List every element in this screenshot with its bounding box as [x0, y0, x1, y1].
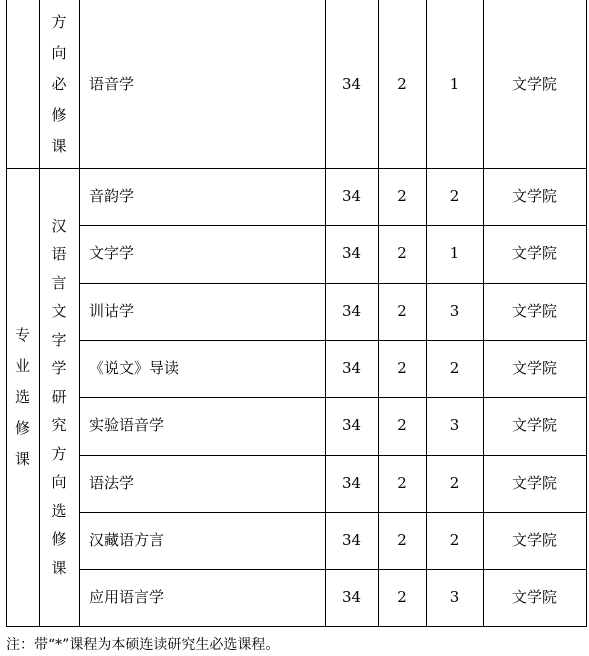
college-value: 文学院 — [511, 244, 557, 263]
credits-value: 2 — [397, 588, 407, 607]
course-name: 应用语言学 — [89, 588, 165, 607]
vertical-char: 语 — [51, 245, 67, 264]
course-name: 音韵学 — [89, 187, 135, 206]
vertical-char: 专 — [14, 325, 30, 344]
course-name: 实验语音学 — [89, 416, 165, 435]
vertical-char: 课 — [14, 449, 30, 468]
vertical-char: 言 — [51, 273, 67, 292]
college-value: 文学院 — [511, 473, 557, 492]
vertical-char: 究 — [51, 416, 67, 435]
course-name: 《说文》导读 — [89, 359, 180, 378]
vertical-char: 向 — [51, 473, 67, 492]
vertical-char: 必 — [51, 74, 67, 93]
course-name: 文字学 — [89, 244, 135, 263]
college-value: 文学院 — [511, 530, 557, 549]
hours-value: 34 — [341, 473, 362, 492]
credits-value: 2 — [397, 473, 407, 492]
vertical-char: 选 — [14, 387, 30, 406]
vertical-char: 课 — [51, 136, 67, 155]
footnote: 注：带“*”课程为本硕连读研究生必选课程。 — [6, 637, 280, 653]
hours-value: 34 — [341, 530, 362, 549]
vertical-char: 向 — [51, 43, 67, 62]
semester-value: 3 — [449, 416, 460, 435]
vertical-char: 文 — [51, 302, 67, 321]
credits-value: 2 — [397, 530, 407, 549]
college-value: 文学院 — [511, 74, 557, 93]
direction-label-top — [39, 12, 79, 155]
vertical-char: 修 — [51, 530, 67, 549]
credits-value: 2 — [397, 187, 407, 206]
hours-value: 34 — [341, 74, 362, 93]
credits-value: 2 — [397, 416, 407, 435]
semester-value: 3 — [449, 588, 460, 607]
vertical-char: 课 — [51, 558, 67, 577]
hours-value: 34 — [341, 187, 362, 206]
vertical-char: 字 — [51, 330, 67, 349]
college-value: 文学院 — [511, 416, 557, 435]
semester-value: 3 — [449, 301, 460, 320]
credits-value: 2 — [397, 74, 407, 93]
college-value: 文学院 — [511, 187, 557, 206]
hours-value: 34 — [341, 359, 362, 378]
course-name: 训诂学 — [89, 301, 135, 320]
vertical-char: 方 — [51, 12, 67, 31]
vertical-char: 学 — [51, 359, 67, 378]
semester-value: 2 — [449, 473, 460, 492]
hours-value: 34 — [341, 301, 362, 320]
college-value: 文学院 — [511, 301, 557, 320]
college-value: 文学院 — [511, 359, 557, 378]
credits-value: 2 — [397, 359, 407, 378]
hours-value: 34 — [341, 588, 362, 607]
direction-label-linguistics — [39, 216, 79, 577]
vertical-char: 汉 — [51, 216, 67, 235]
category-label-elective — [6, 325, 39, 468]
college-value: 文学院 — [511, 588, 557, 607]
semester-value: 2 — [449, 530, 460, 549]
semester-value: 2 — [449, 359, 460, 378]
grid-line — [586, 0, 587, 627]
vertical-char: 修 — [51, 105, 67, 124]
vertical-char: 修 — [14, 418, 30, 437]
semester-value: 1 — [449, 244, 460, 263]
credits-value: 2 — [397, 301, 407, 320]
semester-value: 2 — [449, 187, 460, 206]
credits-value: 2 — [397, 244, 407, 263]
course-name: 汉藏语方言 — [89, 530, 165, 549]
vertical-char: 业 — [14, 356, 30, 375]
vertical-char: 方 — [51, 444, 67, 463]
course-name: 语音学 — [89, 74, 135, 93]
grid-line — [6, 0, 7, 627]
vertical-char: 选 — [51, 501, 67, 520]
hours-value: 34 — [341, 244, 362, 263]
vertical-char: 研 — [51, 387, 67, 406]
course-name: 语法学 — [89, 473, 135, 492]
semester-value: 1 — [449, 74, 460, 93]
hours-value: 34 — [341, 416, 362, 435]
